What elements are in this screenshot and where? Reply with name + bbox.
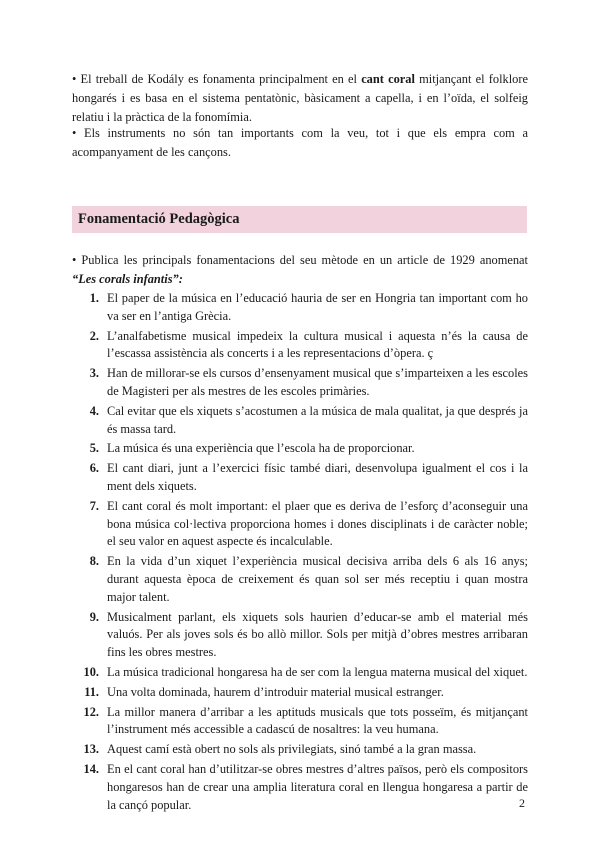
list-item-number: 1.: [89, 291, 99, 305]
list-item-text: L’analfabetisme musical impedeix la cultura musical i aquesta n’és la causa de l’escassa assistència als concerts i a les representacions d’òpera. ç: [107, 328, 528, 361]
list-item: [72, 440, 528, 458]
page-number: 2: [519, 796, 525, 810]
section-intro-text: • Publica les principals fonamentacions del seu mètode en un article de 1929 anomenat: [72, 253, 528, 267]
list-item-text: El paper de la música en l’educació hauria de ser en Hongria tan important com ho va ser en l’antiga Grècia.: [107, 291, 528, 323]
intro-text-end: mitjançant el folklore hongarés i es basa en el sistema pentatònic, bàsicament a capella, i en l’oïda, el solfeig relatiu i la pràctica de la fonomímia.: [72, 72, 528, 124]
list-item-text: Aquest camí està obert no sols als privilegiats, sinó també a la gran massa.: [107, 742, 477, 757]
list-item-text: La millor manera d’arribar a les aptituds musicals que tots posseïm, és mitjançant l’instrument més accessible a cadascú de nosaltres: la veu humana.: [107, 704, 528, 737]
list-item: [72, 609, 528, 662]
list-item-text: La música és una experiència que l’escola ha de proporcionar.: [107, 441, 415, 456]
list-item-number: 6.: [89, 461, 99, 476]
list-item: [72, 365, 528, 401]
list-item-text: Cal evitar que els xiquets s’acostumen a la música de mala qualitat, ja que després ja és massa tard.: [107, 403, 528, 436]
intro-bold-cant-coral: cant coral: [361, 72, 415, 86]
list-item: [72, 704, 528, 740]
list-item-number: 14.: [83, 761, 99, 776]
list-item-number: 5.: [89, 441, 99, 456]
list-item-text: Musicalment parlant, els xiquets sols haurien d’educar-se amb el material més valuós. Per als joves sols és bo allò millor. Sols per mitjà d’obres mestres arribaran fins les obres mestres.: [107, 609, 528, 660]
article-title-quote: “Les corals infantis”:: [72, 272, 183, 286]
list-item-number: 10.: [83, 664, 99, 679]
list-item-text: La música tradicional hongaresa ha de ser com la lengua materna musical del xiquet.: [107, 664, 528, 679]
list-item: [72, 553, 528, 606]
intro-paragraph-instruments: • Els instruments no són tan importants com la veu, tot i que els empra com a acompanyament de les cançons.: [72, 126, 528, 159]
list-item: [72, 741, 528, 759]
numbered-points-list: [72, 290, 528, 816]
list-item-text: El cant diari, junt a l’exercici físic també diari, desenvolupa igualment el cos i la ment dels xiquets.: [107, 461, 528, 493]
list-item: [72, 403, 528, 439]
list-item: [72, 290, 528, 326]
list-item-number: 9.: [89, 609, 99, 624]
intro-paragraph-kodaly: [72, 70, 528, 127]
list-item: [72, 328, 528, 364]
list-item-text: En el cant coral han d’utilitzar-se obres mestres d’altres països, però els compositors hongaresos han de crear una amplia literatura coral en llengua hongaresa a partir de la cançó popular.: [107, 761, 528, 812]
section-heading: Fonamentació Pedagògica: [72, 206, 527, 233]
list-item: [72, 498, 528, 551]
list-item: [72, 460, 528, 496]
list-item-number: 7.: [89, 498, 99, 513]
list-item-number: 3.: [89, 366, 99, 381]
list-item: [72, 684, 528, 702]
list-item: [72, 761, 528, 814]
list-item-number: 12.: [83, 704, 99, 719]
list-item: [72, 664, 528, 682]
list-item-text: Una volta dominada, haurem d’introduir material musical estranger.: [107, 684, 444, 699]
list-item-number: 4.: [89, 403, 99, 418]
list-item-number: 8.: [89, 554, 99, 569]
list-item-number: 13.: [83, 742, 99, 757]
list-item-text: Han de millorar-se els cursos d’ensenyament musical que s’imparteixen a les escoles de Magisteri per als mestres de les escoles primàries.: [107, 366, 528, 398]
list-item-text: El cant coral és molt important: el plaer que es deriva de l’esforç d’aconseguir una bona música col·lectiva proporciona homes i dones disciplinats i de caràcter noble; el seu valor en aquest aspecte és incalculable.: [107, 498, 528, 549]
list-item-number: 11.: [84, 684, 99, 699]
section-intro-paragraph: [72, 251, 528, 289]
intro-text-start: • El treball de Kodály es fonamenta principalment en el: [72, 72, 362, 86]
list-item-text: En la vida d’un xiquet l’experiència musical decisiva arriba dels 6 als 16 anys; durant aquesta època de creixement és quan sol ser més receptiu i quan mostra major talent.: [107, 554, 528, 604]
list-item-number: 2.: [89, 328, 99, 343]
